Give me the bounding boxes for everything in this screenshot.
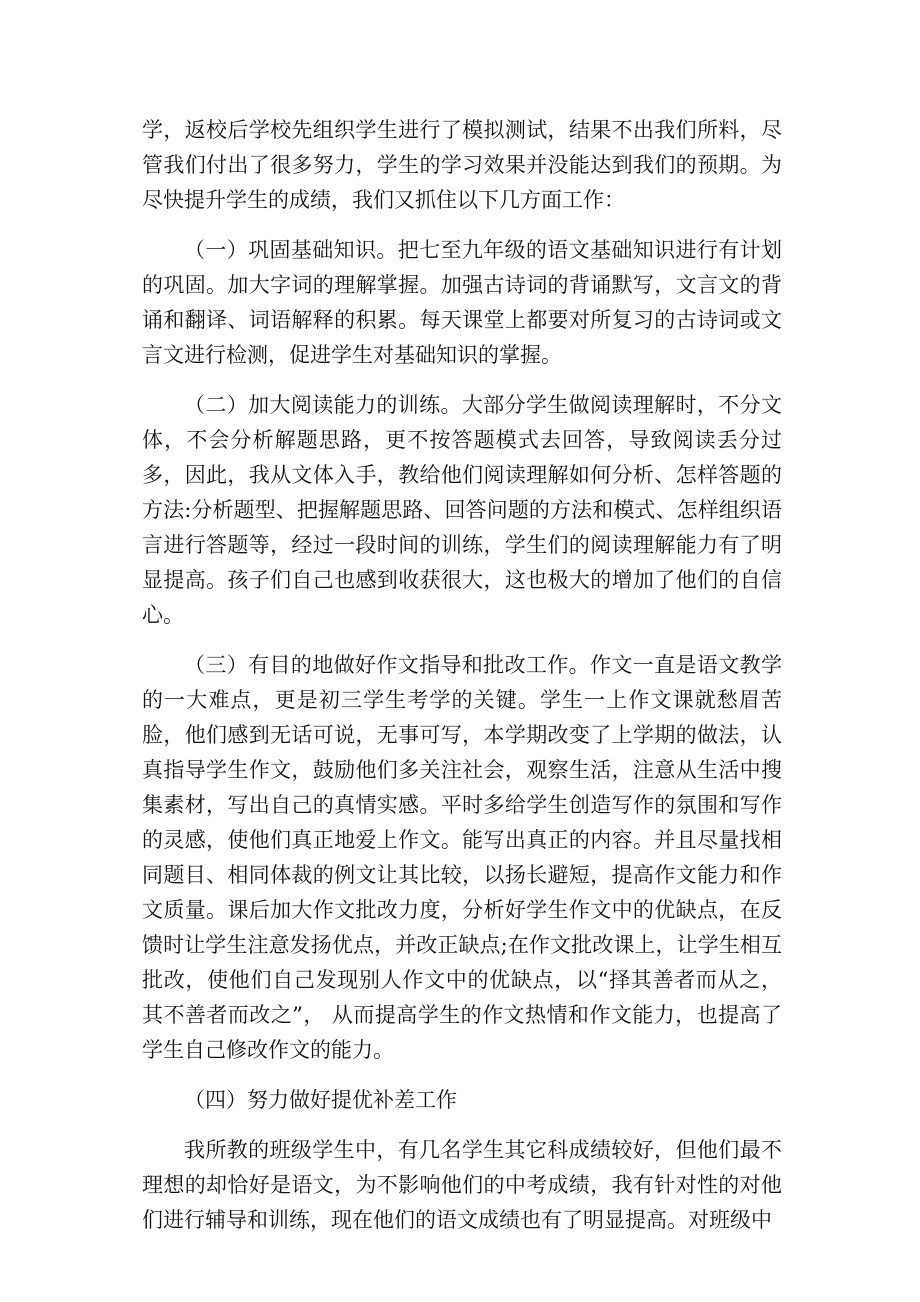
paragraph-section-heading: （四）努力做好提优补差工作: [184, 1088, 457, 1112]
paragraph-reading-training: （二）加大阅读能力的训练。大部分学生做阅读理解时，不分文体，不会分析解题思路，更不按答题模式去回答，导致阅读丢分过多，因此，我从文体入手，教给他们阅读理解如何分析、怎样答题的方法:分析题型、把握解题思路、回答问题的方法和模式、怎样组织语言进行答题等，经过一段时间的训练，学生们的阅读理解能力有了明显提高。孩子们自己也感到收获很大，这也极大的增加了他们的自信心。: [142, 393, 782, 627]
paragraph-consolidate-basics: （一）巩固基础知识。把七至九年级的语文基础知识进行有计划的巩固。加大字词的理解掌握。加强古诗词的背诵默写，文言文的背诵和翻译、词语解释的积累。每天课堂上都要对所复习的古诗词或文言文进行检测，促进学生对基础知识的掌握。: [142, 238, 782, 367]
document-body: [142, 113, 782, 1253]
paragraph-writing-guidance: （三）有目的地做好作文指导和批改工作。作文一直是语文教学的一大难点，更是初三学生考学的关键。学生一上作文课就愁眉苦脸，他们感到无话可说，无事可写，本学期改变了上学期的做法，认真指导学生作文，鼓励他们多关注社会，观察生活，注意从生活中搜集素材，写出自己的真情实感。平时多给学生创造写作的氛围和写作的灵感，使他们真正地爱上作文。能写出真正的内容。并且尽量找相同题目、相同体裁的例文让其比较，以扬长避短，提高作文能力和作文质量。课后加大作文批改力度，分析好学生作文中的优缺点，在反馈时让学生注意发扬优点，并改正缺点;在作文批改课上，让学生相互批改，使他们自己发现别人作文中的优缺点，以“择其善者而从之，其不善者而改之”， 从而提高学生的作文热情和作文能力，也提高了学生自己修改作文的能力。: [142, 653, 782, 1062]
paragraph-remedial-work: 我所教的班级学生中，有几名学生其它科成绩较好，但他们最不理想的却恰好是语文，为不影响他们的中考成绩，我有针对性的对他们进行辅导和训练，现在他们的语文成绩也有了明显提高。对班级中: [142, 1138, 782, 1232]
paragraph-continuation: 学，返校后学校先组织学生进行了模拟测试，结果不出我们所料，尽管我们付出了很多努力，学生的学习效果并没能达到我们的预期。为尽快提升学生的成绩，我们又抓住以下几方面工作：: [142, 118, 782, 212]
